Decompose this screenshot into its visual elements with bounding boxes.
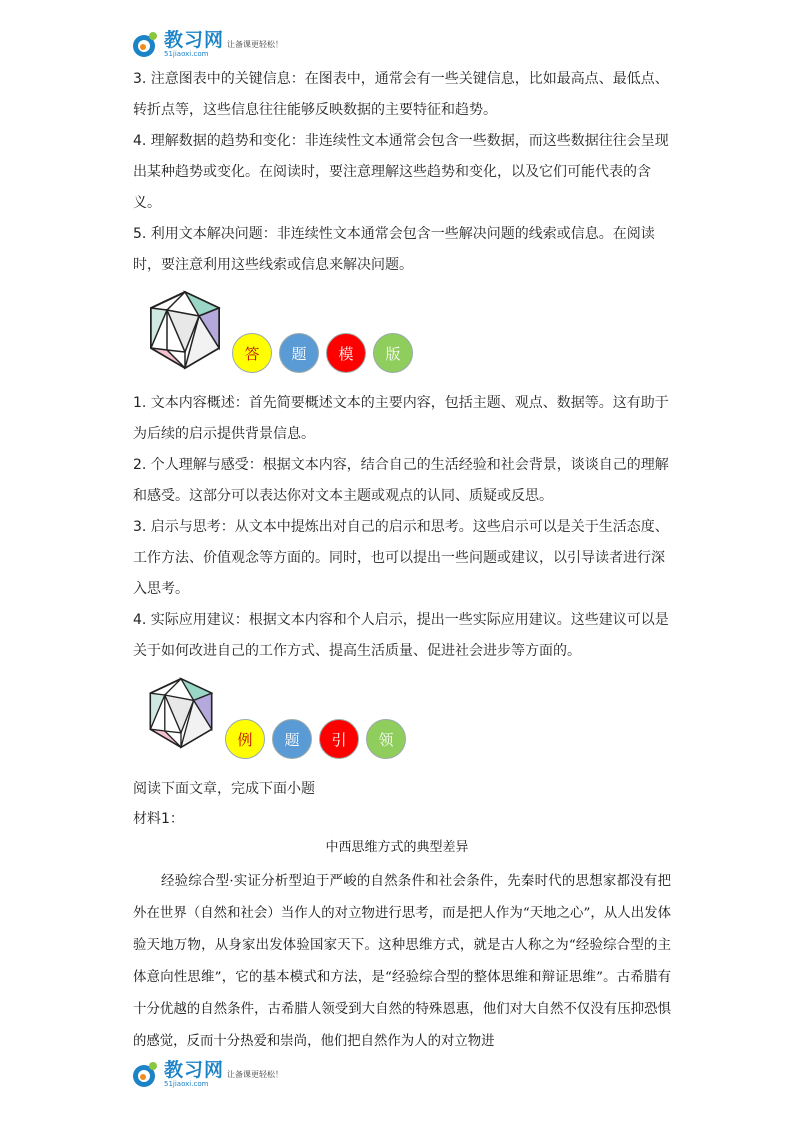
answer-template-badge	[145, 290, 401, 374]
template-paragraph-4: 4. 实际应用建议：根据文本内容和个人启示，提出一些实际应用建议。这些建议可以是关于如何改进自己的工作方式、提高生活质量、促进社会进步等方面的。	[133, 612, 669, 659]
badge-char-2: 题	[279, 333, 319, 373]
footer-url: 51jiaoxi.com	[164, 1080, 209, 1088]
footer-brand: 教习网	[164, 1059, 225, 1081]
tip-paragraph-4: 4. 理解数据的趋势和变化：非连续性文本通常会包含一些数据，而这些数据往往会呈现出某种趋势或变化。在阅读时，要注意理解这些趋势和变化，以及它们可能代表的含义。	[133, 133, 669, 211]
section-template	[133, 388, 673, 667]
icosahedron-icon	[145, 290, 225, 370]
template-paragraph-3: 3. 启示与思考：从文本中提炼出对自己的启示和思考。这些启示可以是关于生活态度、工作方法、价值观念等方面的。同时，也可以提出一些问题或建议，以引导读者进行深入思考。	[133, 519, 669, 597]
footer-slogan: 让备课更轻松！	[227, 1070, 284, 1079]
template-paragraph-2: 2. 个人理解与感受：根据文本内容，结合自己的生活经验和社会背景，谈谈自己的理解和感受。这部分可以表达你对文本主题或观点的认同、质疑或反思。	[133, 457, 669, 504]
header-brand: 教习网	[164, 29, 225, 51]
logo-mark-icon	[130, 1061, 160, 1089]
badge-char-1: 例	[225, 719, 265, 759]
tip-paragraph-5: 5. 利用文本解决问题：非连续性文本通常会包含一些解决问题的线索或信息。在阅读时，要注意利用这些线索或信息来解决问题。	[133, 226, 655, 273]
template-paragraph-1: 1. 文本内容概述：首先简要概述文本的主要内容，包括主题、观点、数据等。这有助于为后续的启示提供背景信息。	[133, 395, 669, 442]
section-tips	[133, 64, 673, 281]
badge-char-4: 版	[373, 333, 413, 373]
example-badge	[145, 677, 394, 753]
article-title: 中西思维方式的典型差异	[325, 840, 469, 855]
instruction-text: 阅读下面文章，完成下面小题	[133, 781, 315, 797]
badge-char-2: 题	[272, 719, 312, 759]
footer-logo	[130, 1060, 283, 1089]
tip-paragraph-3: 3. 注意图表中的关键信息：在图表中，通常会有一些关键信息，比如最高点、最低点、转折点等，这些信息往往能够反映数据的主要特征和趋势。	[133, 71, 669, 118]
badge-char-3: 引	[319, 719, 359, 759]
header-url: 51jiaoxi.com	[164, 50, 209, 58]
logo-mark-icon	[130, 31, 160, 59]
header-logo	[130, 30, 283, 59]
badge-char-1: 答	[232, 333, 272, 373]
icosahedron-icon	[145, 677, 217, 749]
article-body: 经验综合型·实证分析型迫于严峻的自然条件和社会条件，先秦时代的思想家都没有把外在世界（自然和社会）当作人的对立物进行思考，而是把人作为“天地之心”，从人出发体验天地万物，从身家出发体验国家天下。这种思维方式，就是古人称之为“经验综合型的主体意向性思维”，它的基本模式和方法，是“经验综合型的整体思维和辩证思维”。古希腊有十分优越的自然条件，古希腊人领受到大自然的特殊恩惠，他们对大自然不仅没有压抑恐惧的感觉，反而十分热爱和崇尚，他们把自然作为人的对立物进	[133, 874, 671, 1049]
material-label: 材料1：	[133, 811, 184, 827]
badge-char-4: 领	[366, 719, 406, 759]
badge-char-3: 模	[326, 333, 366, 373]
header-slogan: 让备课更轻松！	[227, 40, 284, 49]
